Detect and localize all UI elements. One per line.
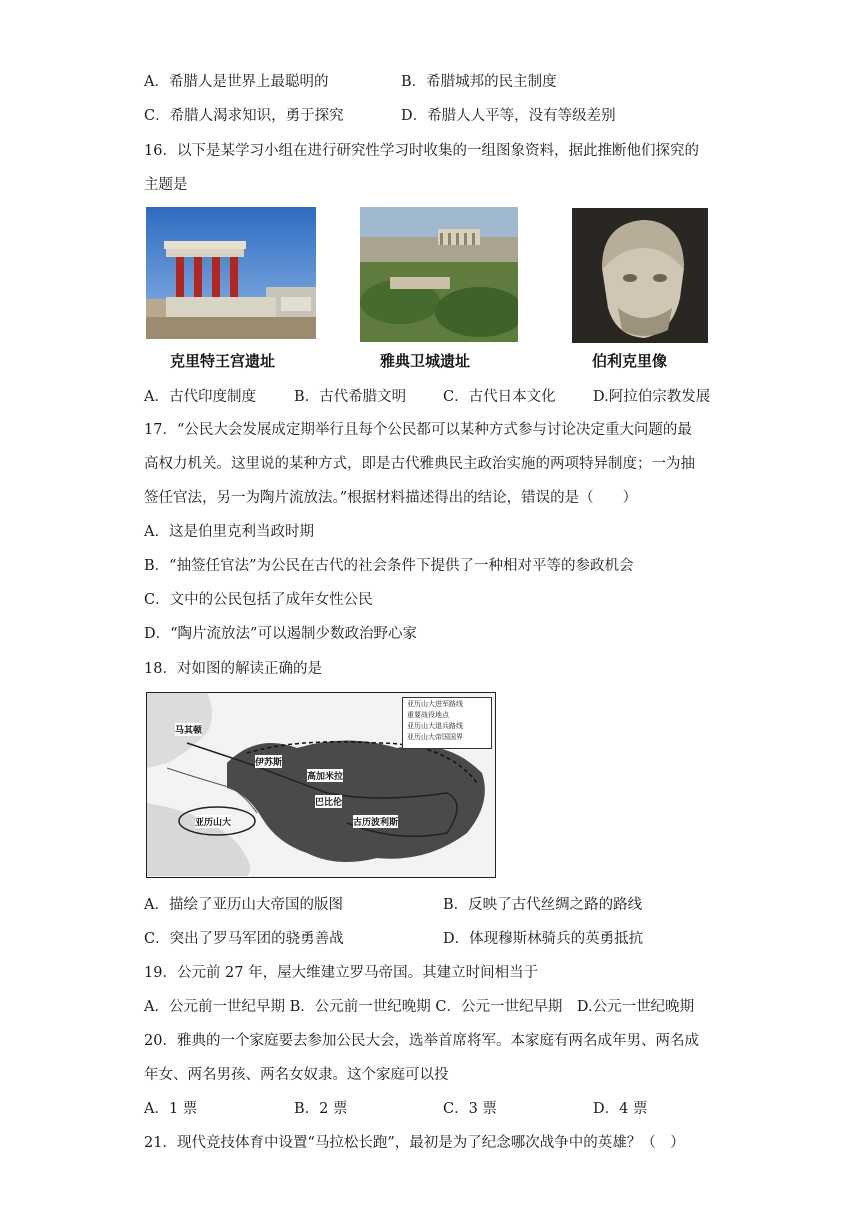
q20-option-c: C．3 票 bbox=[443, 1101, 497, 1117]
q18-option-a: A．描绘了亚历山大帝国的版图 bbox=[144, 897, 343, 913]
legend-empire-border: 亚历山大帝国国界 bbox=[407, 733, 463, 741]
caption-acropolis: 雅典卫城遗址 bbox=[380, 352, 471, 370]
q19-stem: 19．公元前 27 年，屋大维建立罗马帝国。其建立时间相当于 bbox=[144, 965, 539, 981]
q17-stem-line3: 签任官法，另一为陶片流放法。”根据材料描述得出的结论，错误的是（ ） bbox=[144, 490, 638, 506]
q19-options: A．公元前一世纪早期 B．公元前一世纪晚期 C．公元一世纪早期 D.公元一世纪晚期 bbox=[144, 999, 695, 1015]
map-label-gaugamela: 高加米拉 bbox=[307, 769, 343, 782]
q18-option-b: B．反映了古代丝绸之路的路线 bbox=[443, 897, 643, 913]
map-label-macedonia: 马其顿 bbox=[175, 723, 202, 736]
caption-pericles: 伯利克里像 bbox=[592, 352, 668, 370]
q15-option-b: B．希腊城邦的民主制度 bbox=[401, 74, 557, 90]
q17-option-d: D．“陶片流放法”可以遏制少数政治野心家 bbox=[144, 626, 417, 642]
q18-option-d: D．体现穆斯林骑兵的英勇抵抗 bbox=[443, 931, 644, 947]
acropolis-photo bbox=[360, 207, 518, 342]
pericles-bust-photo bbox=[572, 208, 708, 343]
q16-option-a: A．古代印度制度 bbox=[144, 389, 256, 405]
q17-stem-line2: 高权力机关。这里说的某种方式，即是古代雅典民主政治实施的两项特异制度；一为抽 bbox=[144, 456, 695, 472]
q17-option-c: C．文中的公民包括了成年女性公民 bbox=[144, 592, 373, 608]
knossos-palace-photo bbox=[146, 207, 316, 339]
map-label-persepolis: 古历波利斯 bbox=[353, 815, 398, 828]
q20-stem-line1: 20．雅典的一个家庭要去参加公民大会，选举首席将军。本家庭有两名成年男、两名成 bbox=[144, 1033, 699, 1049]
caption-knossos: 克里特王宫遗址 bbox=[170, 352, 276, 370]
q17-option-a: A．这是伯里克利当政时期 bbox=[144, 524, 314, 540]
q16-option-c: C．古代日本文化 bbox=[443, 389, 556, 405]
q15-option-d: D．希腊人人平等，没有等级差别 bbox=[401, 108, 616, 124]
q16-option-b: B．古代希腊文明 bbox=[294, 389, 407, 405]
q18-option-c: C．突出了罗马军团的骁勇善战 bbox=[144, 931, 344, 947]
q15-option-a: A．希腊人是世界上最聪明的 bbox=[144, 74, 329, 90]
q16-stem-line1: 16．以下是某学习小组在进行研究性学习时收集的一组图象资料，据此推断他们探究的 bbox=[144, 143, 699, 159]
q17-option-b: B．“抽签任官法”为公民在古代的社会条件下提供了一种相对平等的参政机会 bbox=[144, 558, 634, 574]
q20-stem-line2: 年女、两名男孩、两名女奴隶。这个家庭可以投 bbox=[144, 1067, 449, 1083]
map-label-babylon: 巴比伦 bbox=[315, 795, 342, 808]
map-label-alexandria: 亚历山大 bbox=[195, 815, 231, 828]
q18-stem: 18．对如图的解读正确的是 bbox=[144, 661, 322, 677]
q21-stem: 21．现代竞技体育中设置“马拉松长跑”，最初是为了纪念哪次战争中的英雄？（ ） bbox=[144, 1135, 685, 1151]
q16-stem-line2: 主题是 bbox=[144, 177, 188, 193]
q20-option-b: B．2 票 bbox=[294, 1101, 348, 1117]
legend-advance-route: 亚历山大进军路线 bbox=[407, 700, 463, 708]
q20-option-a: A．1 票 bbox=[144, 1101, 198, 1117]
q17-stem-line1: 17．“公民大会发展成定期举行且每个公民都可以某种方式参与讨论决定重大问题的最 bbox=[144, 422, 692, 438]
q20-option-d: D．4 票 bbox=[593, 1101, 648, 1117]
map-label-issus: 伊苏斯 bbox=[255, 755, 282, 768]
legend-retreat-route: 亚历山大退兵路线 bbox=[407, 722, 463, 730]
legend-battle-site: 重要战役地点 bbox=[407, 711, 449, 719]
q15-option-c: C．希腊人渴求知识，勇于探究 bbox=[144, 108, 344, 124]
q16-option-d: D.阿拉伯宗教发展 bbox=[593, 389, 711, 405]
alexander-empire-map bbox=[146, 692, 496, 878]
